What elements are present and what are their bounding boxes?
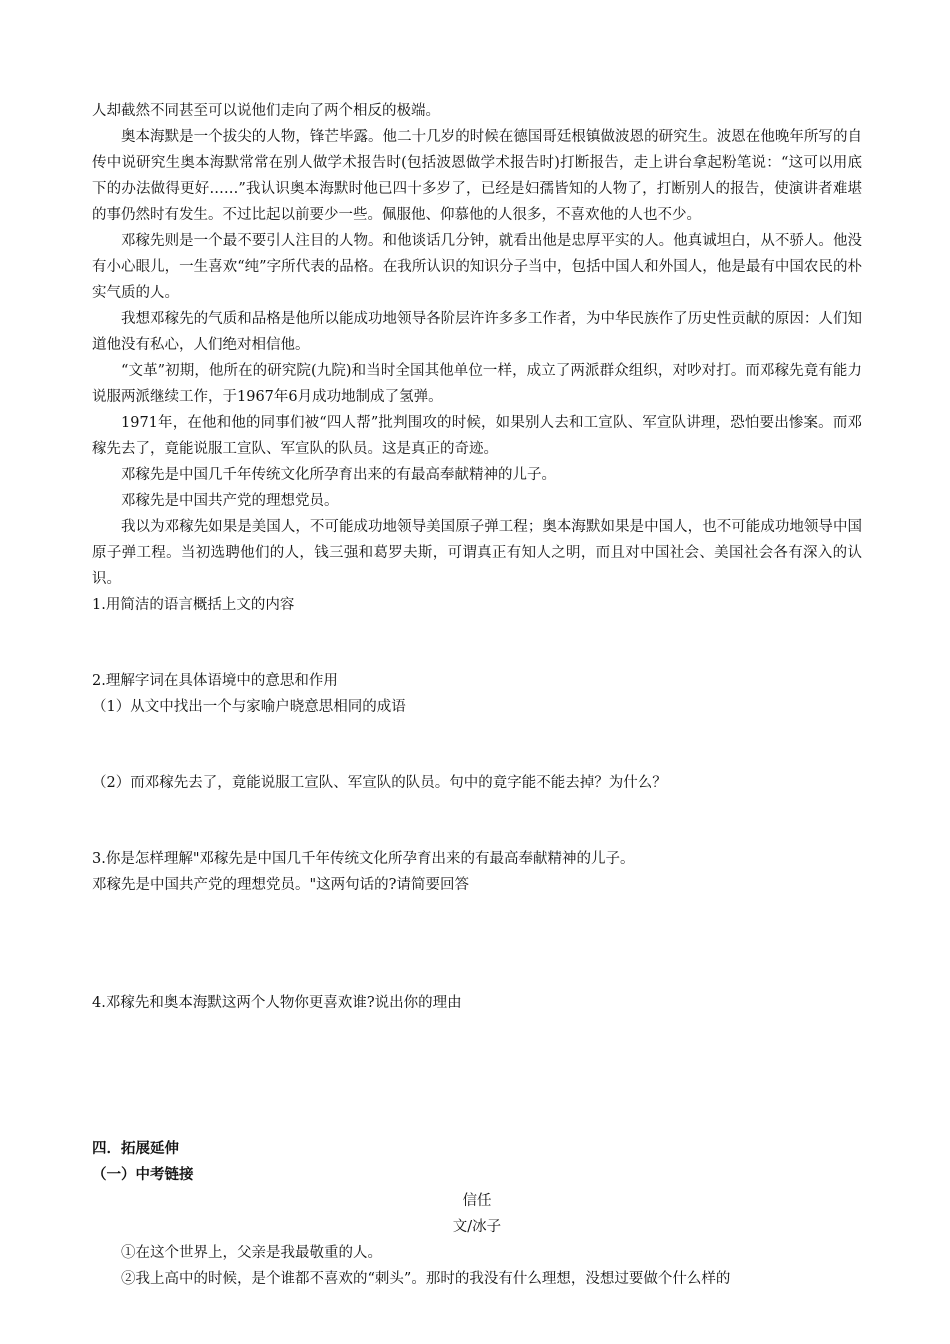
passage-paragraph-5: 1971年，在他和他的同事们被“四人帮”批判围攻的时候，如果别人去和工宣队、军宣队讲理，恐怕要出惨案。而邓稼先去了，竟能说服工宣队、军宣队的队员。这是真正的奇迹。: [92, 415, 862, 457]
question-1: 1.用简洁的语言概括上文的内容: [92, 597, 295, 613]
passage-paragraph-0: 人却截然不同甚至可以说他们走向了两个相反的极端。: [92, 103, 440, 119]
story-paragraph-2: ②我上高中的时候，是个谁都不喜欢的“刺头”。那时的我没有什么理想，没想过要做个什么样的: [121, 1271, 731, 1287]
question-2: 2.理解字词在具体语境中的意思和作用: [92, 673, 338, 689]
question-2-part-1: （1）从文中找出一个与家喻户晓意思相同的成语: [92, 699, 406, 715]
answer-space-2-1: [92, 720, 862, 770]
story-author: 文/冰子: [452, 1219, 502, 1235]
section-heading: 四．拓展延伸: [92, 1141, 179, 1157]
passage-paragraph-3: 我想邓稼先的气质和品格是他所以能成功地领导各阶层许许多多工作者，为中华民族作了历史性贡献的原因：人们知道他没有私心，人们绝对相信他。: [92, 311, 862, 353]
answer-space-4: [92, 1016, 862, 1136]
question-3-line-1: 3.你是怎样理解"邓稼先是中国几千年传统文化所孕育出来的有最高奉献精神的儿子。: [92, 851, 635, 867]
passage-paragraph-4: “文革”初期，他所在的研究院(九院)和当时全国其他单位一样，成立了两派群众组织，对吵对打。而邓稼先竟有能力说服两派继续工作，于1967年6月成功地制成了氢弹。: [92, 363, 862, 405]
passage-paragraph-7: 邓稼先是中国共产党的理想党员。: [121, 493, 339, 509]
document-page: [92, 98, 862, 1292]
answer-space-3: [92, 898, 862, 990]
sub-heading: （一）中考链接: [92, 1167, 194, 1183]
story-paragraph-1: ①在这个世界上，父亲是我最敬重的人。: [121, 1245, 382, 1261]
answer-space-2-2: [92, 796, 862, 846]
story-title: 信任: [462, 1193, 492, 1209]
question-3-line-2: 邓稼先是中国共产党的理想党员。"这两句话的?请简要回答: [92, 877, 469, 893]
passage-paragraph-1: 奥本海默是一个拔尖的人物，锋芒毕露。他二十几岁的时候在德国哥廷根镇做波恩的研究生。波恩在他晚年所写的自传中说研究生奥本海默常常在别人做学术报告时(包括波恩做学术报告时)打断报告，走上讲台拿起粉笔说：“这可以用底下的办法做得更好……”我认识奥本海默时他已四十多岁了，已经是妇孺皆知的人物了，打断别人的报告，使演讲者难堪的事仍然时有发生。不过比起以前要少一些。佩服他、仰慕他的人很多，不喜欢他的人也不少。: [92, 129, 862, 223]
passage-paragraph-2: 邓稼先则是一个最不要引人注目的人物。和他谈话几分钟，就看出他是忠厚平实的人。他真诚坦白，从不骄人。他没有小心眼儿，一生喜欢“纯”字所代表的品格。在我所认识的知识分子当中，包括中国人和外国人，他是最有中国农民的朴实气质的人。: [92, 233, 862, 301]
question-4: 4.邓稼先和奥本海默这两个人物你更喜欢谁?说出你的理由: [92, 995, 462, 1011]
passage-paragraph-8: 我以为邓稼先如果是美国人，不可能成功地领导美国原子弹工程；奥本海默如果是中国人，也不可能成功地领导中国原子弹工程。当初选聘他们的人，钱三强和葛罗夫斯，可谓真正有知人之明，而且对中国社会、美国社会各有深入的认识。: [92, 519, 862, 587]
passage-paragraph-6: 邓稼先是中国几千年传统文化所孕育出来的有最高奉献精神的儿子。: [121, 467, 556, 483]
answer-space-1: [92, 618, 862, 668]
question-2-part-2: （2）而邓稼先去了，竟能说服工宣队、军宣队的队员。句中的竟字能不能去掉？为什么？: [92, 775, 667, 791]
